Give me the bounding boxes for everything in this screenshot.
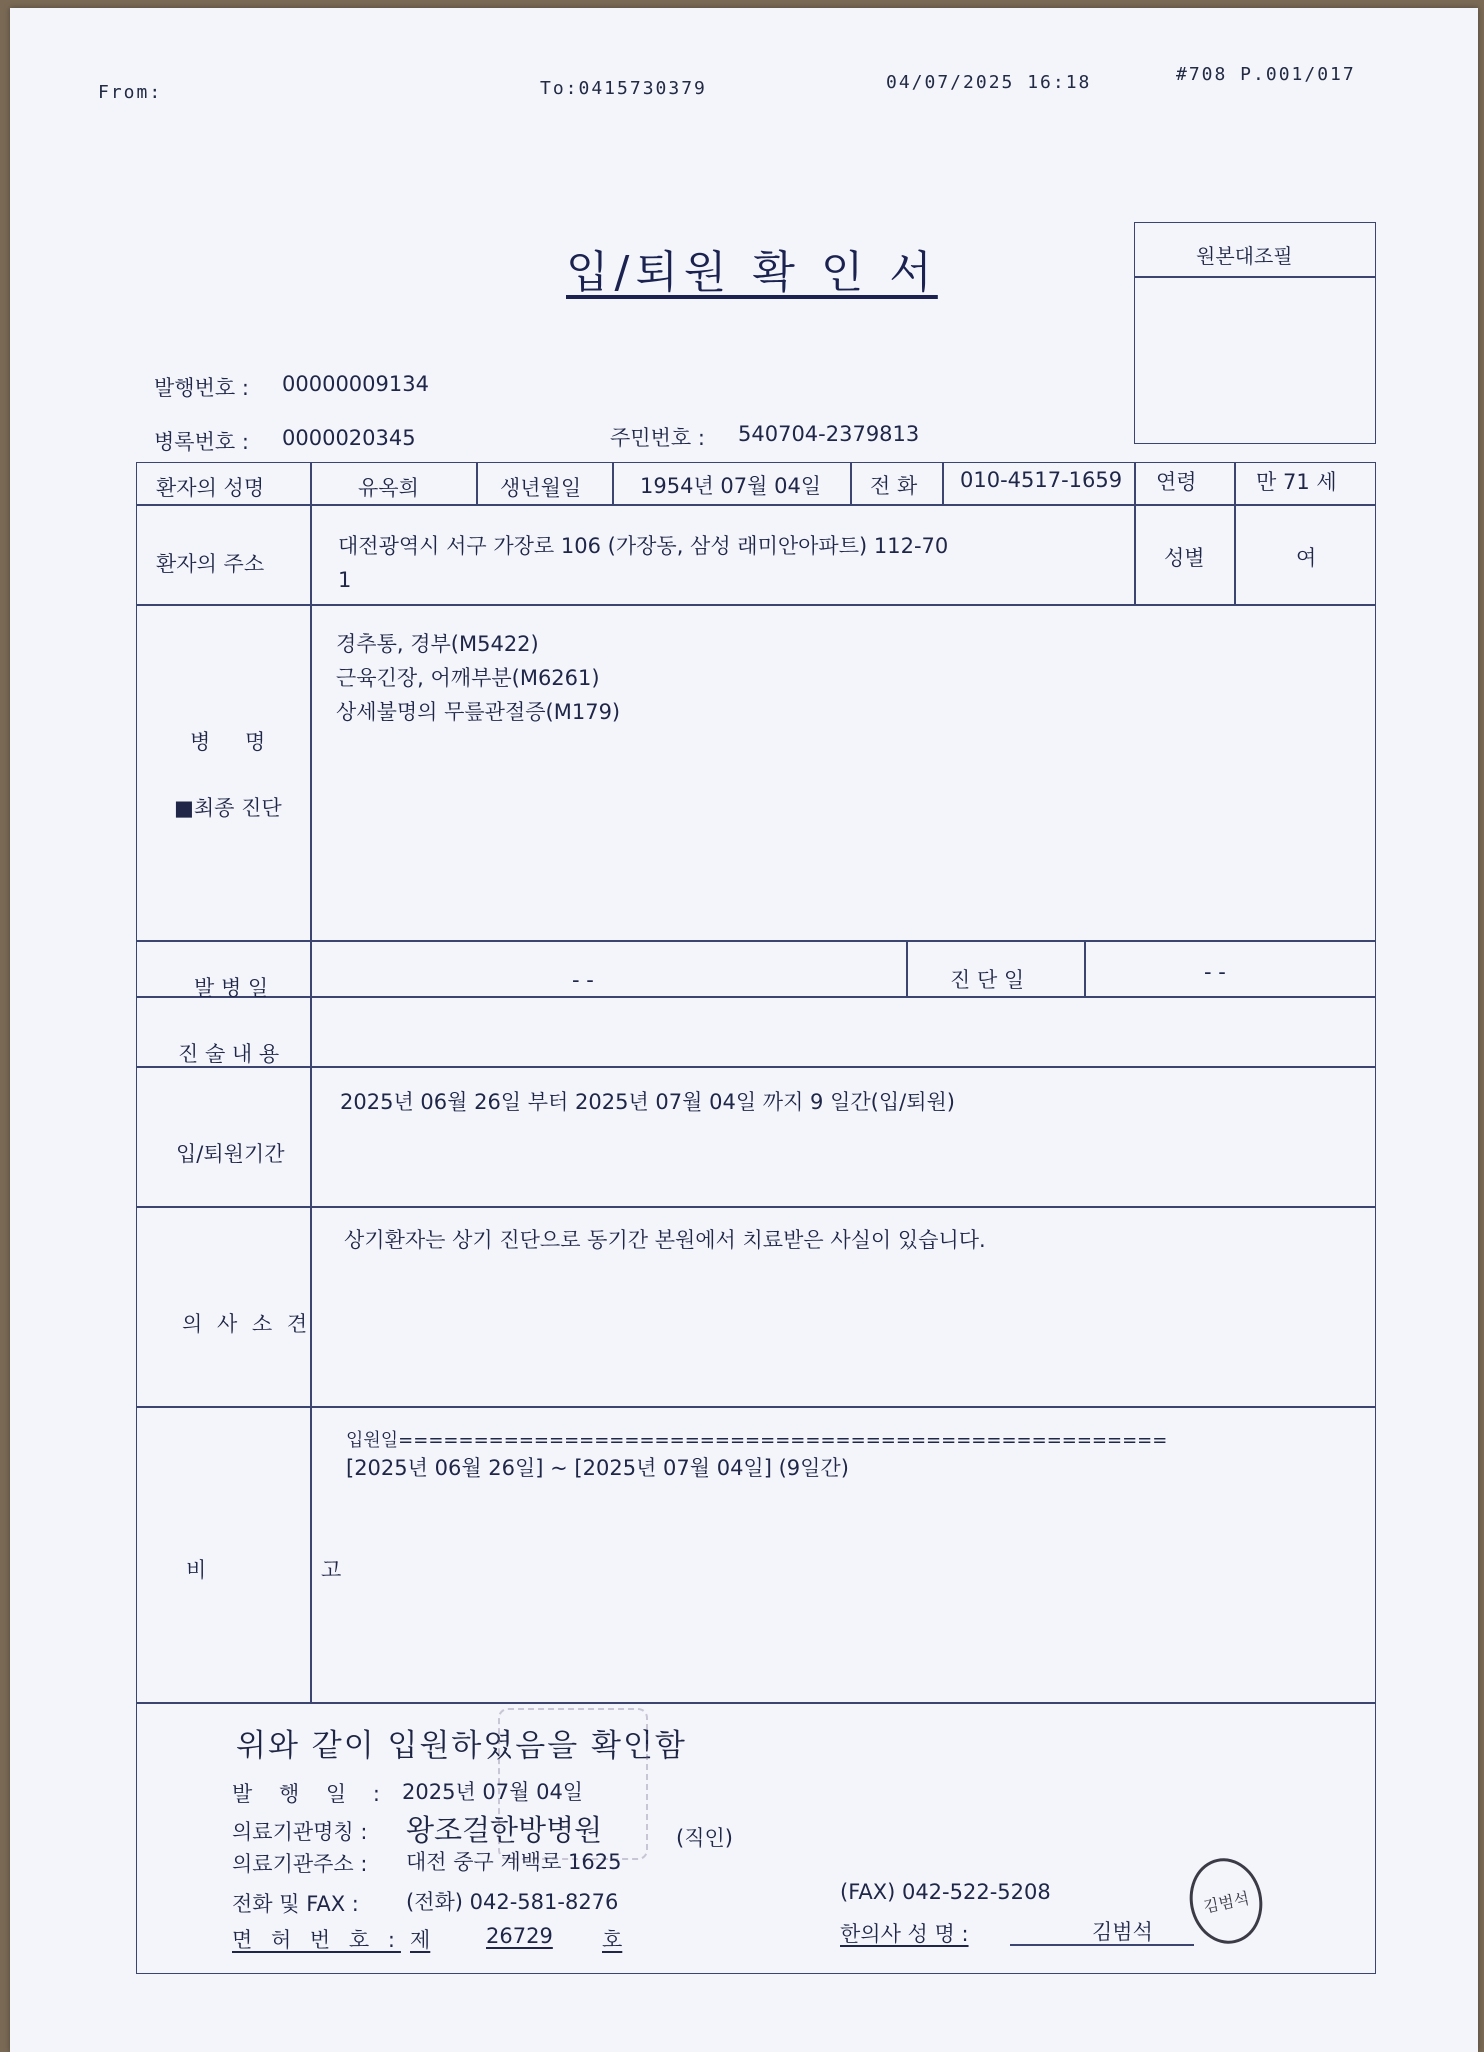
onset-label: 발 병 일 bbox=[194, 976, 269, 1000]
remarks-label: 비 고 bbox=[186, 1558, 396, 1582]
period-label: 입/퇴원기간 bbox=[176, 1142, 285, 1166]
patient-age: 만 71 세 bbox=[1256, 470, 1337, 494]
name-label: 환자의 성명 bbox=[156, 476, 265, 500]
onset-value: - - bbox=[572, 968, 594, 992]
fax-datetime: 04/07/2025 16:18 bbox=[886, 72, 1092, 93]
doctor-label: 한의사 성 명 : bbox=[840, 1922, 969, 1946]
fax-page: #708 P.001/017 bbox=[1176, 64, 1356, 85]
col-line bbox=[906, 940, 908, 996]
fax-to: To:0415730379 bbox=[540, 78, 707, 99]
period-value: 2025년 06월 26일 부터 2025년 07월 04일 까지 9 일간(입/퇴원) bbox=[340, 1090, 955, 1114]
license-suffix: 호 bbox=[602, 1928, 623, 1952]
statement-label: 진 술 내 용 bbox=[178, 1042, 280, 1066]
opinion-value: 상기환자는 상기 진단으로 동기간 본원에서 치료받은 사실이 있습니다. bbox=[344, 1228, 986, 1252]
patient-phone: 010-4517-1659 bbox=[960, 468, 1123, 492]
doctor-name: 김범석 bbox=[1092, 1920, 1153, 1944]
divider bbox=[1134, 276, 1376, 278]
confirm-statement: 위와 같이 입원하였음을 확인함 bbox=[236, 1728, 687, 1764]
hospital-label: 의료기관명칭 : bbox=[232, 1820, 368, 1844]
doctor-signature-seal: 김범석 bbox=[1182, 1851, 1270, 1950]
license-prefix: 제 bbox=[410, 1928, 431, 1952]
col-line bbox=[310, 462, 312, 1702]
patient-sex: 여 bbox=[1296, 546, 1317, 570]
license-label: 면 허 번 호 : bbox=[232, 1928, 401, 1952]
hospital-fax: (FAX) 042-522-5208 bbox=[840, 1880, 1051, 1904]
original-box-label: 원본대조필 bbox=[1196, 244, 1293, 268]
issue-no-value: 00000009134 bbox=[282, 372, 429, 396]
diagnosis-label: 병 명 bbox=[190, 730, 280, 754]
hospital-name: 왕조걸한방병원 bbox=[406, 1813, 603, 1847]
row-line bbox=[136, 1406, 1376, 1408]
remarks-line2: [2025년 06월 26일] ~ [2025년 07월 04일] (9일간) bbox=[346, 1456, 849, 1480]
record-no-value: 0000020345 bbox=[282, 426, 416, 450]
row-line bbox=[136, 1066, 1376, 1068]
hospital-tel: (전화) 042-581-8276 bbox=[406, 1890, 619, 1914]
record-no-label: 병록번호 : bbox=[154, 430, 249, 454]
patient-name: 유옥희 bbox=[358, 476, 419, 500]
row-line bbox=[136, 604, 1376, 606]
phone-label: 전 화 bbox=[870, 474, 918, 498]
hospital-address: 대전 중구 계백로 1625 bbox=[406, 1850, 622, 1874]
final-diagnosis-label: ■최종 진단 bbox=[174, 796, 282, 820]
row-line bbox=[136, 1206, 1376, 1208]
col-line bbox=[942, 462, 944, 504]
fax-from: From: bbox=[98, 82, 163, 103]
patient-address-line2: 1 bbox=[338, 568, 352, 592]
license-number: 26729 bbox=[486, 1924, 553, 1948]
seal-mark: (직인) bbox=[676, 1826, 733, 1850]
address-label: 환자의 주소 bbox=[156, 552, 265, 576]
diagnosis-item: 근육긴장, 어깨부분(M6261) bbox=[336, 666, 600, 690]
col-line bbox=[1234, 462, 1236, 604]
row-line bbox=[136, 504, 1376, 506]
row-line bbox=[136, 996, 1376, 998]
col-line bbox=[476, 462, 478, 504]
diagnosis-item: 상세불명의 무릎관절증(M179) bbox=[336, 700, 621, 724]
diag-date-label: 진 단 일 bbox=[950, 968, 1025, 992]
resident-no-label: 주민번호 : bbox=[610, 426, 705, 450]
col-line bbox=[612, 462, 614, 504]
fax-document bbox=[10, 8, 1478, 2052]
diagnosis-item: 경추통, 경부(M5422) bbox=[336, 632, 539, 656]
col-line bbox=[1084, 940, 1086, 996]
tel-label: 전화 및 FAX : bbox=[232, 1892, 359, 1916]
col-line bbox=[850, 462, 852, 504]
remarks-line1: 입원일=================================================== bbox=[346, 1430, 1168, 1451]
resident-no-value: 540704-2379813 bbox=[738, 422, 920, 446]
age-label: 연령 bbox=[1156, 470, 1197, 494]
dob-label: 생년월일 bbox=[500, 476, 582, 500]
row-line bbox=[136, 1702, 1376, 1704]
sex-label: 성별 bbox=[1164, 546, 1205, 570]
document-title: 입/퇴원 확 인 서 bbox=[566, 247, 938, 298]
issue-no-label: 발행번호 : bbox=[154, 376, 249, 400]
col-line bbox=[1134, 462, 1136, 604]
patient-address-line1: 대전광역시 서구 가장로 106 (가장동, 삼성 래미안아파트) 112-70 bbox=[338, 534, 949, 558]
diag-date-value: - - bbox=[1204, 960, 1226, 984]
signature-underline bbox=[1010, 1944, 1194, 1946]
patient-dob: 1954년 07월 04일 bbox=[640, 474, 822, 498]
issue-date-label: 발 행 일 : bbox=[232, 1782, 390, 1806]
opinion-label: 의 사 소 견 bbox=[182, 1312, 312, 1336]
address-footer-label: 의료기관주소 : bbox=[232, 1852, 368, 1876]
row-line bbox=[136, 940, 1376, 942]
issue-date: 2025년 07월 04일 bbox=[402, 1780, 584, 1804]
